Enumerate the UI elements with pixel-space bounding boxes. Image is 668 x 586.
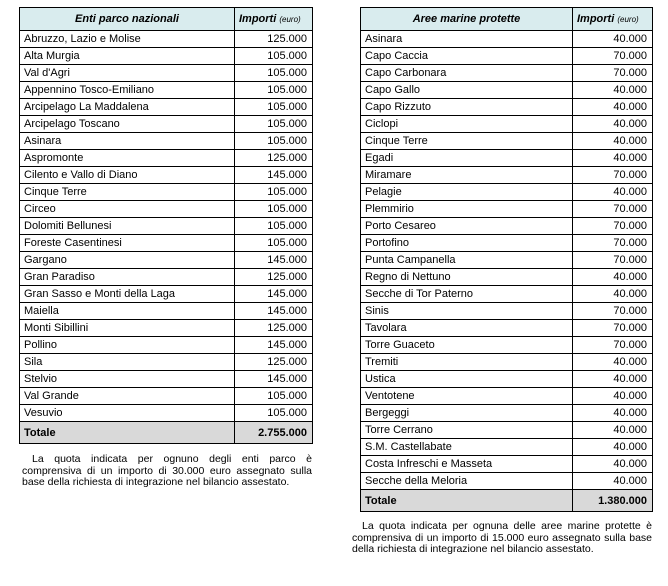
table-row [361, 286, 653, 303]
total-row [20, 422, 313, 444]
table-row [20, 252, 313, 269]
table-row [20, 320, 313, 337]
row-amount-cell: 125.000 [235, 269, 313, 286]
row-amount-cell: 70.000 [573, 218, 653, 235]
row-amount-cell: 105.000 [235, 116, 313, 133]
row-amount-cell: 70.000 [573, 48, 653, 65]
row-name-cell: Bergeggi [361, 405, 573, 422]
parks-note: La quota indicata per ognuno degli enti parco è comprensiva di un importo di 30.000 euro assegnato sulla base della richiesta di integrazione nel bilancio assestato. [22, 453, 312, 488]
row-amount-cell: 145.000 [235, 252, 313, 269]
table-row [20, 99, 313, 116]
table-row [361, 167, 653, 184]
column-header-name: Enti parco nazionali [20, 8, 235, 31]
row-amount-cell: 40.000 [573, 82, 653, 99]
table-row [20, 269, 313, 286]
row-name-cell: Secche della Meloria [361, 473, 573, 490]
row-name-cell: Plemmirio [361, 201, 573, 218]
row-name-cell: Abruzzo, Lazio e Molise [20, 31, 235, 48]
row-name-cell: Torre Cerrano [361, 422, 573, 439]
row-amount-cell: 40.000 [573, 371, 653, 388]
row-amount-cell: 70.000 [573, 201, 653, 218]
row-name-cell: Capo Caccia [361, 48, 573, 65]
row-name-cell: Vesuvio [20, 405, 235, 422]
column-header-name: Aree marine protette [361, 8, 573, 31]
row-amount-cell: 40.000 [573, 150, 653, 167]
row-name-cell: Gargano [20, 252, 235, 269]
header-amount-label: Importi [577, 13, 615, 25]
table-row [20, 82, 313, 99]
row-name-cell: Portofino [361, 235, 573, 252]
table-row [361, 184, 653, 201]
column-header-amount [573, 8, 653, 31]
table-row [20, 371, 313, 388]
total-label: Totale [20, 422, 235, 444]
row-amount-cell: 125.000 [235, 150, 313, 167]
row-name-cell: Egadi [361, 150, 573, 167]
row-amount-cell: 125.000 [235, 31, 313, 48]
table-row [20, 31, 313, 48]
table-row [20, 150, 313, 167]
row-amount-cell: 70.000 [573, 337, 653, 354]
row-name-cell: Gran Paradiso [20, 269, 235, 286]
row-name-cell: Cinque Terre [361, 133, 573, 150]
table-row [361, 303, 653, 320]
table-row [361, 65, 653, 82]
row-amount-cell: 145.000 [235, 371, 313, 388]
row-amount-cell: 105.000 [235, 235, 313, 252]
row-amount-cell: 40.000 [573, 422, 653, 439]
row-name-cell: Capo Gallo [361, 82, 573, 99]
table-header-row [361, 8, 653, 31]
row-amount-cell: 70.000 [573, 303, 653, 320]
row-name-cell: Ciclopi [361, 116, 573, 133]
row-name-cell: Sila [20, 354, 235, 371]
table-row [20, 337, 313, 354]
table-row [361, 320, 653, 337]
table-row [361, 201, 653, 218]
row-amount-cell: 70.000 [573, 235, 653, 252]
row-amount-cell: 145.000 [235, 286, 313, 303]
table-row [20, 65, 313, 82]
row-amount-cell: 105.000 [235, 201, 313, 218]
table-row [20, 48, 313, 65]
table-row [361, 31, 653, 48]
row-amount-cell: 70.000 [573, 65, 653, 82]
row-amount-cell: 40.000 [573, 354, 653, 371]
row-name-cell: S.M. Castellabate [361, 439, 573, 456]
table-row [20, 201, 313, 218]
row-name-cell: Dolomiti Bellunesi [20, 218, 235, 235]
row-amount-cell: 40.000 [573, 405, 653, 422]
row-amount-cell: 105.000 [235, 405, 313, 422]
row-amount-cell: 40.000 [573, 99, 653, 116]
table-row [361, 116, 653, 133]
row-amount-cell: 40.000 [573, 456, 653, 473]
table-row [20, 405, 313, 422]
row-amount-cell: 125.000 [235, 320, 313, 337]
row-name-cell: Miramare [361, 167, 573, 184]
row-amount-cell: 145.000 [235, 337, 313, 354]
row-amount-cell: 145.000 [235, 167, 313, 184]
table-row [20, 303, 313, 320]
table-row [20, 388, 313, 405]
row-amount-cell: 70.000 [573, 320, 653, 337]
row-amount-cell: 40.000 [573, 388, 653, 405]
table-row [361, 235, 653, 252]
row-amount-cell: 40.000 [573, 439, 653, 456]
table-row [361, 439, 653, 456]
row-amount-cell: 105.000 [235, 184, 313, 201]
table-row [361, 388, 653, 405]
marine-note: La quota indicata per ognuna delle aree marine protette è comprensiva di un importo di 15.000 euro assegnato sulla base della richiesta di integrazione nel bilancio assestato. [352, 520, 652, 555]
row-name-cell: Regno di Nettuno [361, 269, 573, 286]
row-amount-cell: 105.000 [235, 82, 313, 99]
row-name-cell: Pelagie [361, 184, 573, 201]
row-name-cell: Asinara [20, 133, 235, 150]
table-row [20, 167, 313, 184]
row-amount-cell: 70.000 [573, 167, 653, 184]
table-row [361, 354, 653, 371]
row-name-cell: Costa Infreschi e Masseta [361, 456, 573, 473]
total-amount: 1.380.000 [573, 490, 653, 512]
row-name-cell: Arcipelago Toscano [20, 116, 235, 133]
row-name-cell: Appennino Tosco-Emiliano [20, 82, 235, 99]
row-name-cell: Aspromonte [20, 150, 235, 167]
row-name-cell: Asinara [361, 31, 573, 48]
table-row [361, 473, 653, 490]
row-amount-cell: 145.000 [235, 303, 313, 320]
table-row [20, 286, 313, 303]
total-amount: 2.755.000 [235, 422, 313, 444]
table-row [361, 422, 653, 439]
table-row [361, 252, 653, 269]
row-name-cell: Alta Murgia [20, 48, 235, 65]
row-name-cell: Val Grande [20, 388, 235, 405]
row-amount-cell: 40.000 [573, 473, 653, 490]
row-amount-cell: 105.000 [235, 48, 313, 65]
row-name-cell: Tavolara [361, 320, 573, 337]
table-row [361, 456, 653, 473]
row-name-cell: Cinque Terre [20, 184, 235, 201]
row-amount-cell: 105.000 [235, 388, 313, 405]
row-amount-cell: 40.000 [573, 116, 653, 133]
row-amount-cell: 40.000 [573, 133, 653, 150]
row-name-cell: Sinis [361, 303, 573, 320]
row-amount-cell: 40.000 [573, 184, 653, 201]
row-amount-cell: 40.000 [573, 269, 653, 286]
table-row [361, 218, 653, 235]
row-name-cell: Cilento e Vallo di Diano [20, 167, 235, 184]
row-name-cell: Maiella [20, 303, 235, 320]
table-row [361, 337, 653, 354]
row-name-cell: Arcipelago La Maddalena [20, 99, 235, 116]
table-row [361, 269, 653, 286]
row-amount-cell: 105.000 [235, 65, 313, 82]
table-row [20, 184, 313, 201]
table-row [20, 218, 313, 235]
header-unit-label: (euro) [279, 15, 301, 24]
column-header-amount [235, 8, 313, 31]
row-name-cell: Val d'Agri [20, 65, 235, 82]
row-name-cell: Ustica [361, 371, 573, 388]
row-name-cell: Tremiti [361, 354, 573, 371]
total-row [361, 490, 653, 512]
table-row [361, 99, 653, 116]
row-name-cell: Gran Sasso e Monti della Laga [20, 286, 235, 303]
table-row [361, 133, 653, 150]
row-name-cell: Secche di Tor Paterno [361, 286, 573, 303]
total-label: Totale [361, 490, 573, 512]
table-row [361, 371, 653, 388]
table-row [20, 116, 313, 133]
row-name-cell: Capo Carbonara [361, 65, 573, 82]
row-name-cell: Torre Guaceto [361, 337, 573, 354]
row-name-cell: Capo Rizzuto [361, 99, 573, 116]
row-amount-cell: 125.000 [235, 354, 313, 371]
table-header-row [20, 8, 313, 31]
row-amount-cell: 40.000 [573, 286, 653, 303]
header-amount-label: Importi [239, 13, 277, 25]
row-name-cell: Ventotene [361, 388, 573, 405]
marine-areas-table [360, 7, 653, 512]
table-row [361, 48, 653, 65]
row-amount-cell: 105.000 [235, 99, 313, 116]
row-name-cell: Punta Campanella [361, 252, 573, 269]
row-name-cell: Circeo [20, 201, 235, 218]
row-name-cell: Foreste Casentinesi [20, 235, 235, 252]
row-name-cell: Porto Cesareo [361, 218, 573, 235]
parks-table [19, 7, 313, 444]
row-amount-cell: 40.000 [573, 31, 653, 48]
table-row [20, 235, 313, 252]
table-row [361, 82, 653, 99]
table-row [361, 150, 653, 167]
table-row [20, 354, 313, 371]
row-name-cell: Stelvio [20, 371, 235, 388]
table-row [20, 133, 313, 150]
row-amount-cell: 105.000 [235, 218, 313, 235]
table-row [361, 405, 653, 422]
row-name-cell: Monti Sibillini [20, 320, 235, 337]
row-name-cell: Pollino [20, 337, 235, 354]
row-amount-cell: 70.000 [573, 252, 653, 269]
row-amount-cell: 105.000 [235, 133, 313, 150]
header-unit-label: (euro) [617, 15, 639, 24]
